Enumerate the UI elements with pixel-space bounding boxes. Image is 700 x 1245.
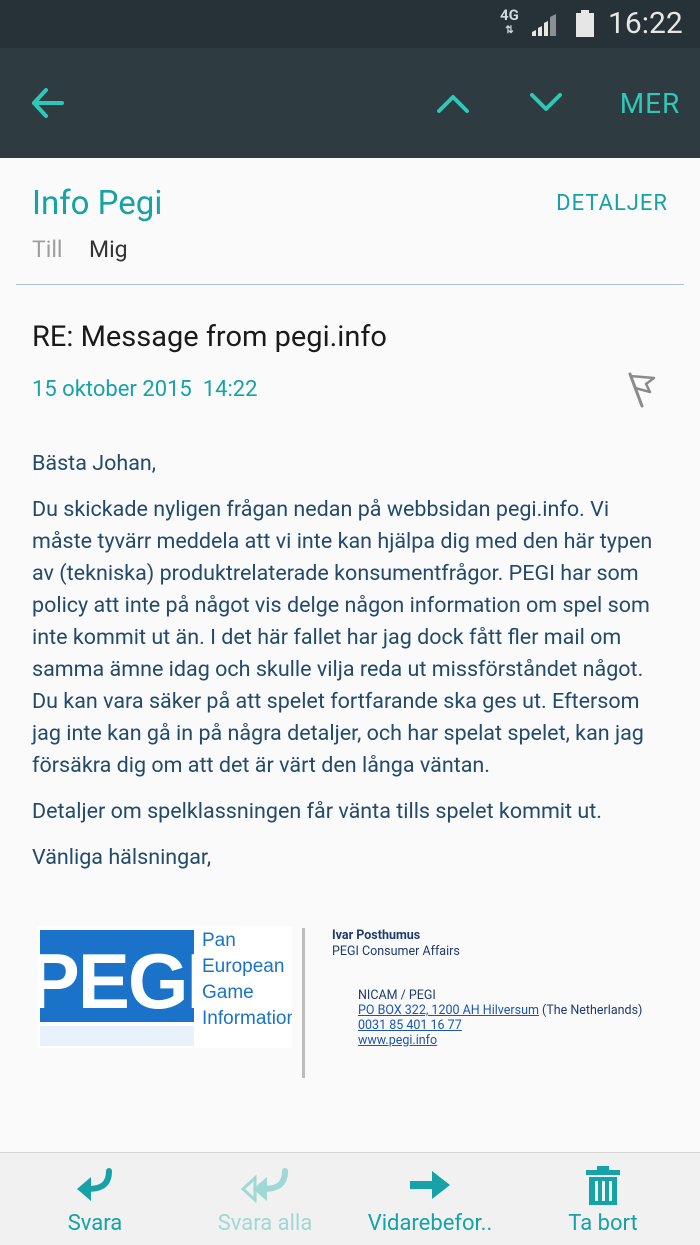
svg-text:European: European [202,956,285,977]
phone-link[interactable]: 0031 85 401 16 77 [358,1018,462,1033]
delete-label: Ta bort [568,1211,638,1236]
svg-text:Pan: Pan [202,930,236,951]
reply-all-label: Svara alla [217,1211,313,1236]
trash-icon [583,1165,623,1207]
address-country: (The Netherlands) [538,1003,643,1018]
message-subject: RE: Message from pegi.info [32,320,387,354]
flag-icon [622,370,662,410]
body-paragraph-2: Detaljer om spelklassningen får vänta tills spelet kommit ut. [32,799,602,824]
signature-address [358,1003,642,1018]
flag-button[interactable] [622,370,662,410]
delete-button[interactable] [548,1153,658,1245]
pegi-logo [38,926,292,1048]
toolbar [0,48,700,158]
greeting: Bästa Johan, [32,451,157,476]
header-divider [16,284,684,285]
forward-arrow-icon [408,1165,452,1205]
message-date: 15 oktober 2015 14:22 [32,377,258,402]
website-link[interactable]: www.pegi.info [358,1033,438,1048]
svg-text:PEGI: PEGI [38,937,207,1025]
data-arrows-icon: ⇅ [505,25,514,36]
forward-button[interactable] [355,1153,505,1245]
next-message-button[interactable] [518,48,574,158]
status-bar [0,0,700,48]
to-label: Till [32,236,63,263]
clock: 16:22 [608,6,683,41]
previous-message-button[interactable] [425,48,481,158]
bottom-action-bar [0,1152,700,1245]
network-label: 4G [500,6,519,24]
more-button[interactable]: MER [619,86,681,120]
chevron-up-icon [435,91,471,115]
reply-all-icon [241,1165,289,1205]
message-body [32,448,672,888]
reply-label: Svara [67,1211,123,1236]
reply-button[interactable] [40,1153,150,1245]
signature-name: Ivar Posthumus [332,928,421,943]
forward-label: Vidarebefor.. [367,1211,493,1236]
battery-icon [575,10,595,38]
sender-name[interactable]: Info Pegi [32,184,163,223]
back-button[interactable] [20,48,76,158]
details-button[interactable]: DETALJER [556,191,668,216]
signature-divider [302,928,305,1078]
svg-text:Game: Game [202,982,254,1003]
address-link[interactable]: PO BOX 322, 1200 AH Hilversum [358,1003,539,1018]
signal-icon [530,12,558,38]
closing: Vänliga hälsningar, [32,845,212,870]
signature-org: NICAM / PEGI [358,988,436,1003]
svg-text:Information: Information [202,1008,292,1029]
signature-title: PEGI Consumer Affairs [332,944,460,959]
arrow-left-icon [30,85,66,121]
reply-all-button[interactable] [205,1153,325,1245]
reply-icon [75,1165,115,1205]
network-indicator [500,8,519,38]
chevron-down-icon [528,91,564,115]
recipient: Mig [89,236,128,263]
email-signature [38,926,678,1086]
body-paragraph-1: Du skickade nyligen frågan nedan på webbsidan pegi.info. Vi måste tyvärr meddela att vi inte kan hjälpa dig med den här typen av (tekniska) produktrelaterade konsumentfrågor. PEGI har som policy att inte på något vis delge någon information om spel som inte kommit ut än. I det här fallet har jag dock fått fler mail om samma ämne idag och skulle vilja reda ut missförståndet något. Du kan vara säker på att spelet fortfarande ska ges ut. Eftersom jag inte kan gå in på några detaljer, och har spelat spelet, kan jag försäkra dig om att det är värt den långa väntan. [32,497,653,778]
